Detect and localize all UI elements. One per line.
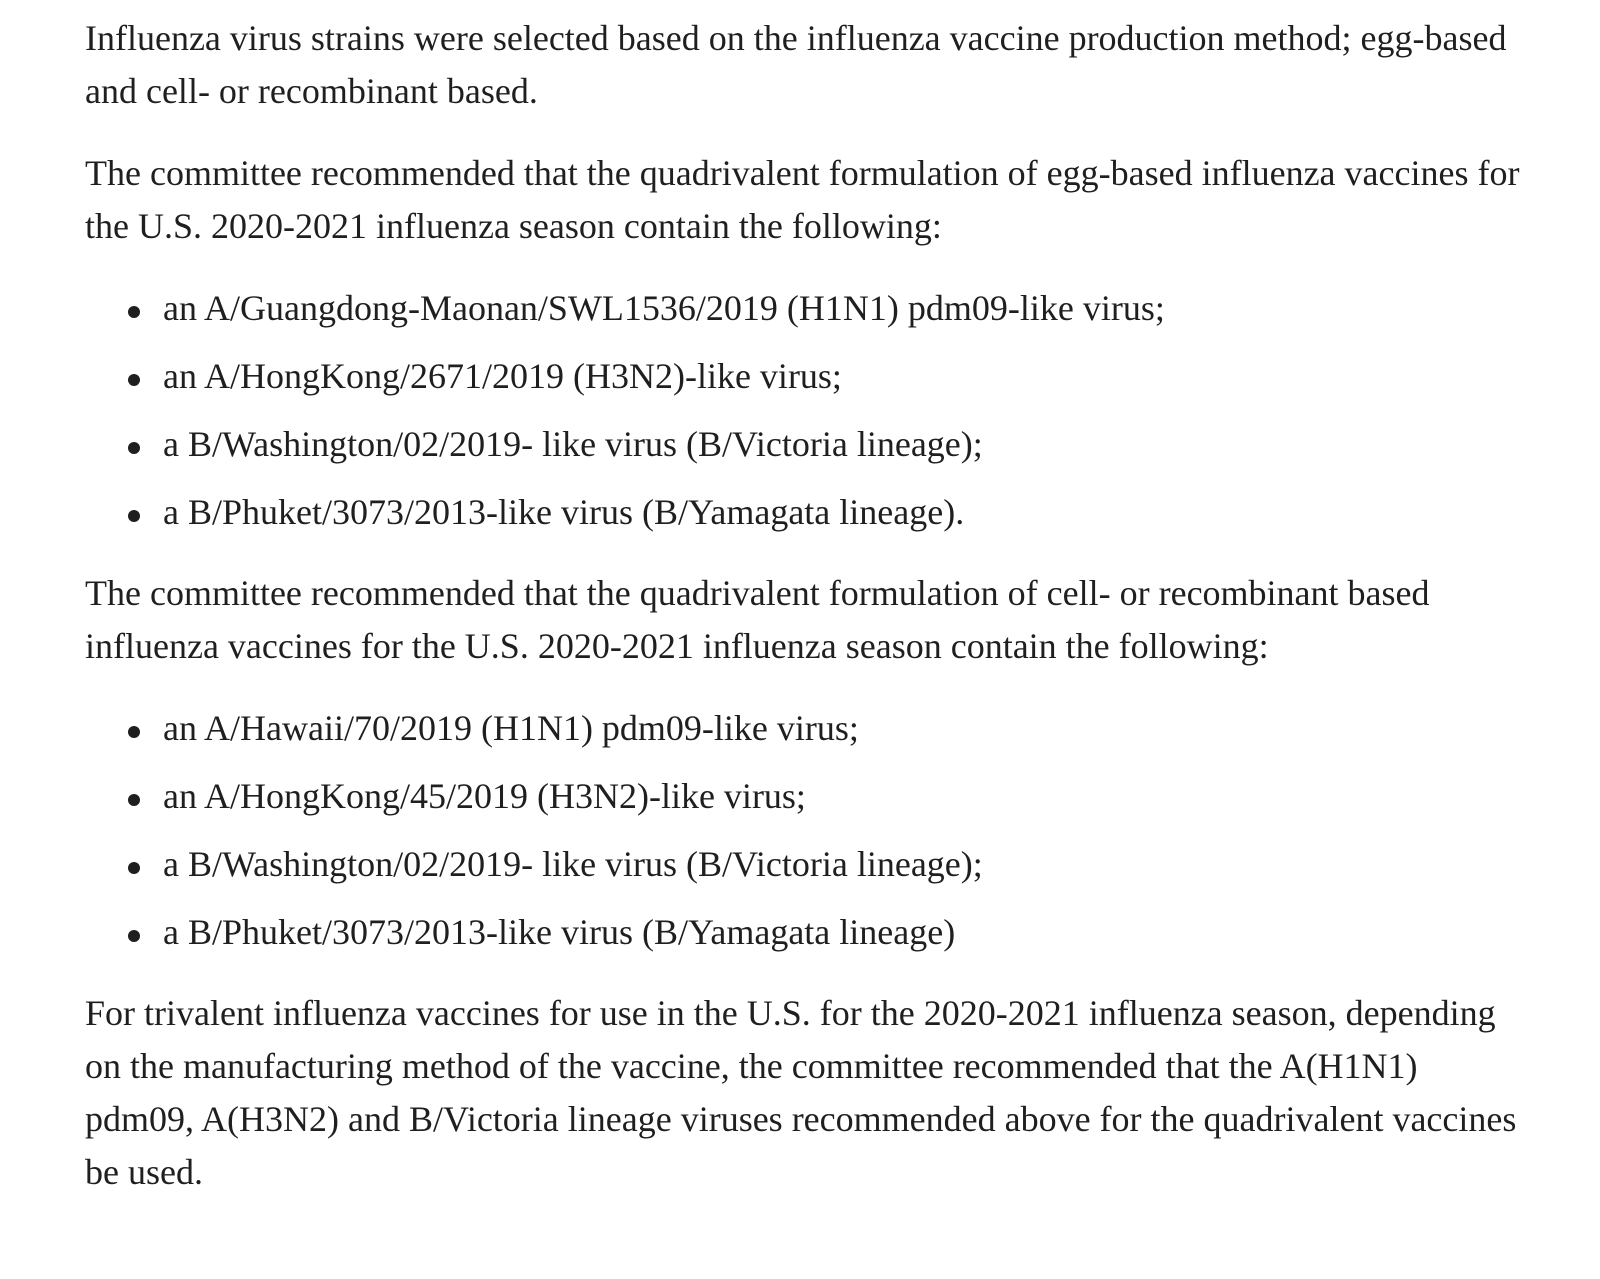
trivalent-paragraph: For trivalent influenza vaccines for use in the U.S. for the 2020-2021 influenza season, depending on the manufacturing method of the vaccine, the committee recommended that the A(H1N1) pdm09, A(H3N2) and B/Victoria lineage viruses recommended above for the quadrivalent vaccines be used. [85, 993, 1517, 1192]
list-item-text: an A/Guangdong-Maonan/SWL1536/2019 (H1N1) pdm09-like virus; [163, 288, 1165, 328]
bullet-icon [128, 862, 140, 874]
intro-paragraph: Influenza virus strains were selected based on the influenza vaccine production method; egg-based and cell- or recombinant based. [85, 18, 1507, 111]
bullet-icon [128, 510, 140, 522]
bullet-icon [128, 930, 140, 942]
list-item [85, 702, 1525, 755]
list-item [85, 282, 1525, 335]
list-item [85, 350, 1525, 403]
cell-based-strain-list [85, 702, 1525, 959]
bullet-icon [128, 726, 140, 738]
list-item-text: a B/Washington/02/2019- like virus (B/Victoria lineage); [163, 844, 983, 884]
list-item [85, 838, 1525, 891]
egg-based-paragraph: The committee recommended that the quadrivalent formulation of egg-based influenza vaccines for the U.S. 2020-2021 influenza season contain the following: [85, 153, 1520, 246]
list-item [85, 906, 1525, 959]
egg-based-strain-list [85, 282, 1525, 539]
list-item-text: a B/Washington/02/2019- like virus (B/Victoria lineage); [163, 424, 983, 464]
bullet-icon [128, 794, 140, 806]
article-body [85, 12, 1525, 1228]
list-item [85, 770, 1525, 823]
bullet-icon [128, 306, 140, 318]
bullet-icon [128, 442, 140, 454]
list-item [85, 486, 1525, 539]
list-item-text: a B/Phuket/3073/2013-like virus (B/Yamagata lineage). [163, 492, 965, 532]
list-item-text: an A/HongKong/2671/2019 (H3N2)-like virus; [163, 356, 842, 396]
bullet-icon [128, 374, 140, 386]
list-item-text: an A/Hawaii/70/2019 (H1N1) pdm09-like virus; [163, 708, 859, 748]
list-item-text: an A/HongKong/45/2019 (H3N2)-like virus; [163, 776, 806, 816]
cell-based-paragraph: The committee recommended that the quadrivalent formulation of cell- or recombinant based influenza vaccines for the U.S. 2020-2021 influenza season contain the following: [85, 573, 1430, 666]
list-item-text: a B/Phuket/3073/2013-like virus (B/Yamagata lineage) [163, 912, 956, 952]
list-item [85, 418, 1525, 471]
